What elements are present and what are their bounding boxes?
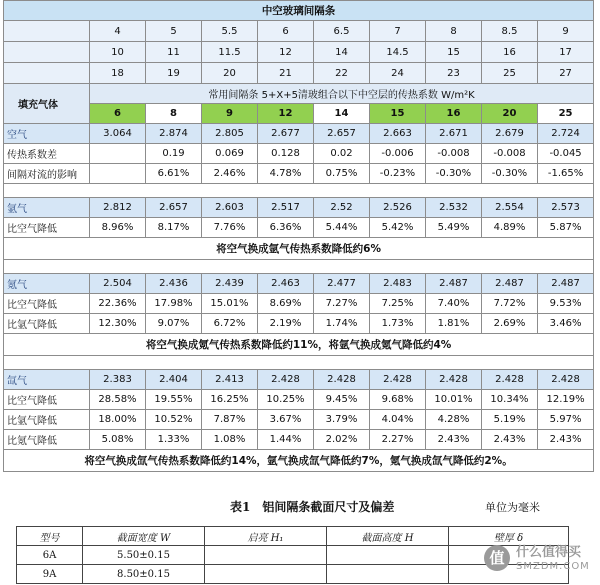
gap-row	[4, 356, 594, 370]
air-convection-row	[4, 164, 594, 184]
value-cell: 9.53%	[538, 294, 594, 314]
value-cell: 2.679	[482, 124, 538, 144]
value-cell: 18.00%	[90, 410, 146, 430]
value-cell: 2.69%	[482, 314, 538, 334]
value-cell: 10.34%	[482, 390, 538, 410]
value-cell: 2.532	[426, 198, 482, 218]
value-cell: 2.52	[314, 198, 370, 218]
value-cell: 2.487	[426, 274, 482, 294]
value-cell: 7.25%	[370, 294, 426, 314]
value-cell: 10.01%	[426, 390, 482, 410]
argon-row	[4, 198, 594, 218]
spacer-cell: 5.5	[202, 21, 258, 42]
value-cell: 9.68%	[370, 390, 426, 410]
value-cell: 2.487	[482, 274, 538, 294]
value-cell	[205, 565, 327, 584]
value-cell: 2.46%	[202, 164, 258, 184]
unit-note: 单位为毫米	[485, 501, 540, 514]
spacer-cell: 27	[538, 63, 594, 84]
xenon-vs-krypton-row	[4, 430, 594, 450]
value-cell: 2.603	[202, 198, 258, 218]
krypton-summary-row	[4, 334, 594, 356]
row-label: 比氩气降低	[4, 314, 90, 334]
value-cell: -1.65%	[538, 164, 594, 184]
value-cell: 1.81%	[426, 314, 482, 334]
spacer-cell: 25	[482, 63, 538, 84]
value-cell: 4.89%	[482, 218, 538, 238]
value-cell: 0.19	[146, 144, 202, 164]
spacer-cell: 6	[258, 21, 314, 42]
blank-cell	[4, 21, 90, 42]
gap-cell	[4, 184, 594, 198]
gap-row	[4, 260, 594, 274]
table-title: 中空玻璃间隔条	[4, 1, 594, 21]
value-cell: -0.30%	[426, 164, 482, 184]
spacer-row	[4, 63, 594, 84]
thickness-cell: 9	[202, 104, 258, 124]
value-cell: 2.436	[146, 274, 202, 294]
krypton-vs-argon-row	[4, 314, 594, 334]
spacer-cell: 17	[538, 42, 594, 63]
value-cell: 2.812	[90, 198, 146, 218]
xenon-vs-argon-row	[4, 410, 594, 430]
watermark-text: 什么值得买	[516, 545, 582, 560]
value-cell: 2.477	[314, 274, 370, 294]
width-cell: 5.50±0.15	[83, 546, 205, 565]
thickness-cell: 25	[538, 104, 594, 124]
heat-transfer-table	[3, 0, 594, 472]
spacer-cell: 22	[314, 63, 370, 84]
value-cell	[327, 565, 449, 584]
xenon-vs-air-row	[4, 390, 594, 410]
row-label: 比空气降低	[4, 218, 90, 238]
xenon-summary: 将空气换成氙气传热系数降低约14%，氩气换成氙气降低约7%，氪气换成氙气降低约2%。	[4, 450, 594, 472]
value-cell: 2.428	[258, 370, 314, 390]
value-cell: 2.657	[146, 198, 202, 218]
spacer-cell: 23	[426, 63, 482, 84]
value-cell: 0.128	[258, 144, 314, 164]
spacer-cell: 9	[538, 21, 594, 42]
value-cell	[90, 144, 146, 164]
value-cell	[327, 546, 449, 565]
value-cell: 2.19%	[258, 314, 314, 334]
value-cell: 5.08%	[90, 430, 146, 450]
spacer-cell: 11	[146, 42, 202, 63]
value-cell: 2.657	[314, 124, 370, 144]
fill-gas-label: 填充气体	[4, 84, 90, 124]
thickness-row	[4, 104, 594, 124]
value-cell: 5.42%	[370, 218, 426, 238]
thickness-cell: 14	[314, 104, 370, 124]
value-cell: 2.43%	[482, 430, 538, 450]
row-label: 氪气	[4, 274, 90, 294]
model-cell: 9A	[17, 565, 83, 584]
thickness-cell: 12	[258, 104, 314, 124]
value-cell: 2.483	[370, 274, 426, 294]
value-cell: 1.73%	[370, 314, 426, 334]
value-cell: 2.413	[202, 370, 258, 390]
value-cell: 7.27%	[314, 294, 370, 314]
spacer-cell: 24	[370, 63, 426, 84]
column-header: 截面高度 H	[327, 527, 449, 546]
model-cell: 6A	[17, 546, 83, 565]
gap-cell	[4, 356, 594, 370]
argon-summary-row	[4, 238, 594, 260]
value-cell: -0.23%	[370, 164, 426, 184]
row-label: 氩气	[4, 198, 90, 218]
value-cell: 7.72%	[482, 294, 538, 314]
value-cell: 0.069	[202, 144, 258, 164]
spacer-cell: 20	[202, 63, 258, 84]
spacer-cell: 16	[482, 42, 538, 63]
value-cell: 5.49%	[426, 218, 482, 238]
value-cell: 3.67%	[258, 410, 314, 430]
value-cell: 2.573	[538, 198, 594, 218]
value-cell: 19.55%	[146, 390, 202, 410]
value-cell: 1.74%	[314, 314, 370, 334]
value-cell: -0.045	[538, 144, 594, 164]
value-cell: 12.30%	[90, 314, 146, 334]
blank-cell	[4, 42, 90, 63]
spacer-cell: 19	[146, 63, 202, 84]
value-cell: 4.04%	[370, 410, 426, 430]
value-cell: 2.724	[538, 124, 594, 144]
krypton-summary: 将空气换成氪气传热系数降低约11%，将氩气换成氪气降低约4%	[4, 334, 594, 356]
row-label: 氙气	[4, 370, 90, 390]
row-label: 传热系数差	[4, 144, 90, 164]
value-cell: 7.87%	[202, 410, 258, 430]
value-cell: 5.87%	[538, 218, 594, 238]
value-cell: 2.874	[146, 124, 202, 144]
value-cell: 8.17%	[146, 218, 202, 238]
value-cell: 1.44%	[258, 430, 314, 450]
value-cell: 2.428	[538, 370, 594, 390]
spacer-cell: 10	[90, 42, 146, 63]
value-cell: 8.69%	[258, 294, 314, 314]
value-cell: 2.439	[202, 274, 258, 294]
spacer-cell: 21	[258, 63, 314, 84]
value-cell: -0.008	[482, 144, 538, 164]
watermark	[484, 539, 594, 579]
column-header: 壁厚 δ	[449, 527, 569, 546]
value-cell: 5.97%	[538, 410, 594, 430]
value-cell: 2.404	[146, 370, 202, 390]
row-label: 比空气降低	[4, 294, 90, 314]
value-cell: 9.45%	[314, 390, 370, 410]
value-cell: 3.064	[90, 124, 146, 144]
value-cell: 9.07%	[146, 314, 202, 334]
value-cell: 6.36%	[258, 218, 314, 238]
row-label: 空气	[4, 124, 90, 144]
argon-vs-air-row	[4, 218, 594, 238]
thickness-cell: 6	[90, 104, 146, 124]
spacer-cell: 15	[426, 42, 482, 63]
value-cell: 3.79%	[314, 410, 370, 430]
value-cell: 2.805	[202, 124, 258, 144]
value-cell: 0.02	[314, 144, 370, 164]
value-cell: 2.504	[90, 274, 146, 294]
value-cell: 2.02%	[314, 430, 370, 450]
value-cell: 3.46%	[538, 314, 594, 334]
spacer-cell: 14.5	[370, 42, 426, 63]
value-cell: 2.663	[370, 124, 426, 144]
header-description-row	[4, 84, 594, 104]
value-cell: 6.61%	[146, 164, 202, 184]
value-cell: 2.428	[370, 370, 426, 390]
spacer-cell: 12	[258, 42, 314, 63]
title-row	[4, 1, 594, 21]
value-cell: 10.52%	[146, 410, 202, 430]
watermark-subtext: SMZDM.COM	[516, 561, 590, 572]
value-cell: 2.517	[258, 198, 314, 218]
value-cell: 7.40%	[426, 294, 482, 314]
thickness-cell: 8	[146, 104, 202, 124]
spacer-cell: 8	[426, 21, 482, 42]
value-cell: 8.96%	[90, 218, 146, 238]
spacer-cell: 8.5	[482, 21, 538, 42]
value-cell: 1.33%	[146, 430, 202, 450]
value-cell: 15.01%	[202, 294, 258, 314]
value-cell: -0.30%	[482, 164, 538, 184]
spacer-cell: 18	[90, 63, 146, 84]
value-cell: 12.19%	[538, 390, 594, 410]
air-diff-row	[4, 144, 594, 164]
value-cell: 4.28%	[426, 410, 482, 430]
thickness-cell: 20	[482, 104, 538, 124]
value-cell: 5.44%	[314, 218, 370, 238]
row-label: 比空气降低	[4, 390, 90, 410]
value-cell: 2.677	[258, 124, 314, 144]
value-cell: 7.76%	[202, 218, 258, 238]
value-cell: 2.487	[538, 274, 594, 294]
value-cell: 0.75%	[314, 164, 370, 184]
value-cell: 2.428	[426, 370, 482, 390]
value-cell: -0.008	[426, 144, 482, 164]
value-cell: 1.08%	[202, 430, 258, 450]
air-row	[4, 124, 594, 144]
blank-cell	[4, 63, 90, 84]
spacer-cell: 6.5	[314, 21, 370, 42]
gap-row	[4, 184, 594, 198]
value-cell: 6.72%	[202, 314, 258, 334]
value-cell: 2.671	[426, 124, 482, 144]
xenon-summary-row	[4, 450, 594, 472]
spacer-cell: 4	[90, 21, 146, 42]
spacer-cell: 11.5	[202, 42, 258, 63]
spacer-cell: 14	[314, 42, 370, 63]
value-cell: 2.43%	[538, 430, 594, 450]
spacer-cell: 5	[146, 21, 202, 42]
argon-summary: 将空气换成氩气传热系数降低约6%	[4, 238, 594, 260]
value-cell: 2.428	[314, 370, 370, 390]
value-cell	[205, 546, 327, 565]
value-cell: 2.554	[482, 198, 538, 218]
dimension-table-title: 表1 铝间隔条截面尺寸及偏差	[230, 500, 395, 514]
spacer-cell: 7	[370, 21, 426, 42]
thickness-cell: 16	[426, 104, 482, 124]
value-cell: 2.526	[370, 198, 426, 218]
xenon-row	[4, 370, 594, 390]
krypton-row	[4, 274, 594, 294]
row-label: 比氩气降低	[4, 410, 90, 430]
value-cell: 2.428	[482, 370, 538, 390]
row-label: 比氪气降低	[4, 430, 90, 450]
row-label: 间隔对流的影响	[4, 164, 90, 184]
value-cell: 5.19%	[482, 410, 538, 430]
spacer-row	[4, 42, 594, 63]
krypton-vs-air-row	[4, 294, 594, 314]
value-cell: 2.43%	[426, 430, 482, 450]
column-header: 启亮 H₁	[205, 527, 327, 546]
gap-cell	[4, 260, 594, 274]
column-header: 型号	[17, 527, 83, 546]
value-cell: -0.006	[370, 144, 426, 164]
spacer-row	[4, 21, 594, 42]
width-cell: 8.50±0.15	[83, 565, 205, 584]
header-description: 常用间隔条 5+X+5清玻组合以下中空层的传热系数 W/m²K	[90, 84, 594, 104]
value-cell: 2.463	[258, 274, 314, 294]
thickness-cell: 15	[370, 104, 426, 124]
value-cell: 10.25%	[258, 390, 314, 410]
value-cell: 16.25%	[202, 390, 258, 410]
column-header: 截面宽度 W	[83, 527, 205, 546]
value-cell: 22.36%	[90, 294, 146, 314]
value-cell: 17.98%	[146, 294, 202, 314]
watermark-logo-icon: 值	[484, 545, 510, 571]
value-cell: 2.27%	[370, 430, 426, 450]
value-cell: 28.58%	[90, 390, 146, 410]
value-cell: 4.78%	[258, 164, 314, 184]
value-cell: 2.383	[90, 370, 146, 390]
value-cell	[90, 164, 146, 184]
